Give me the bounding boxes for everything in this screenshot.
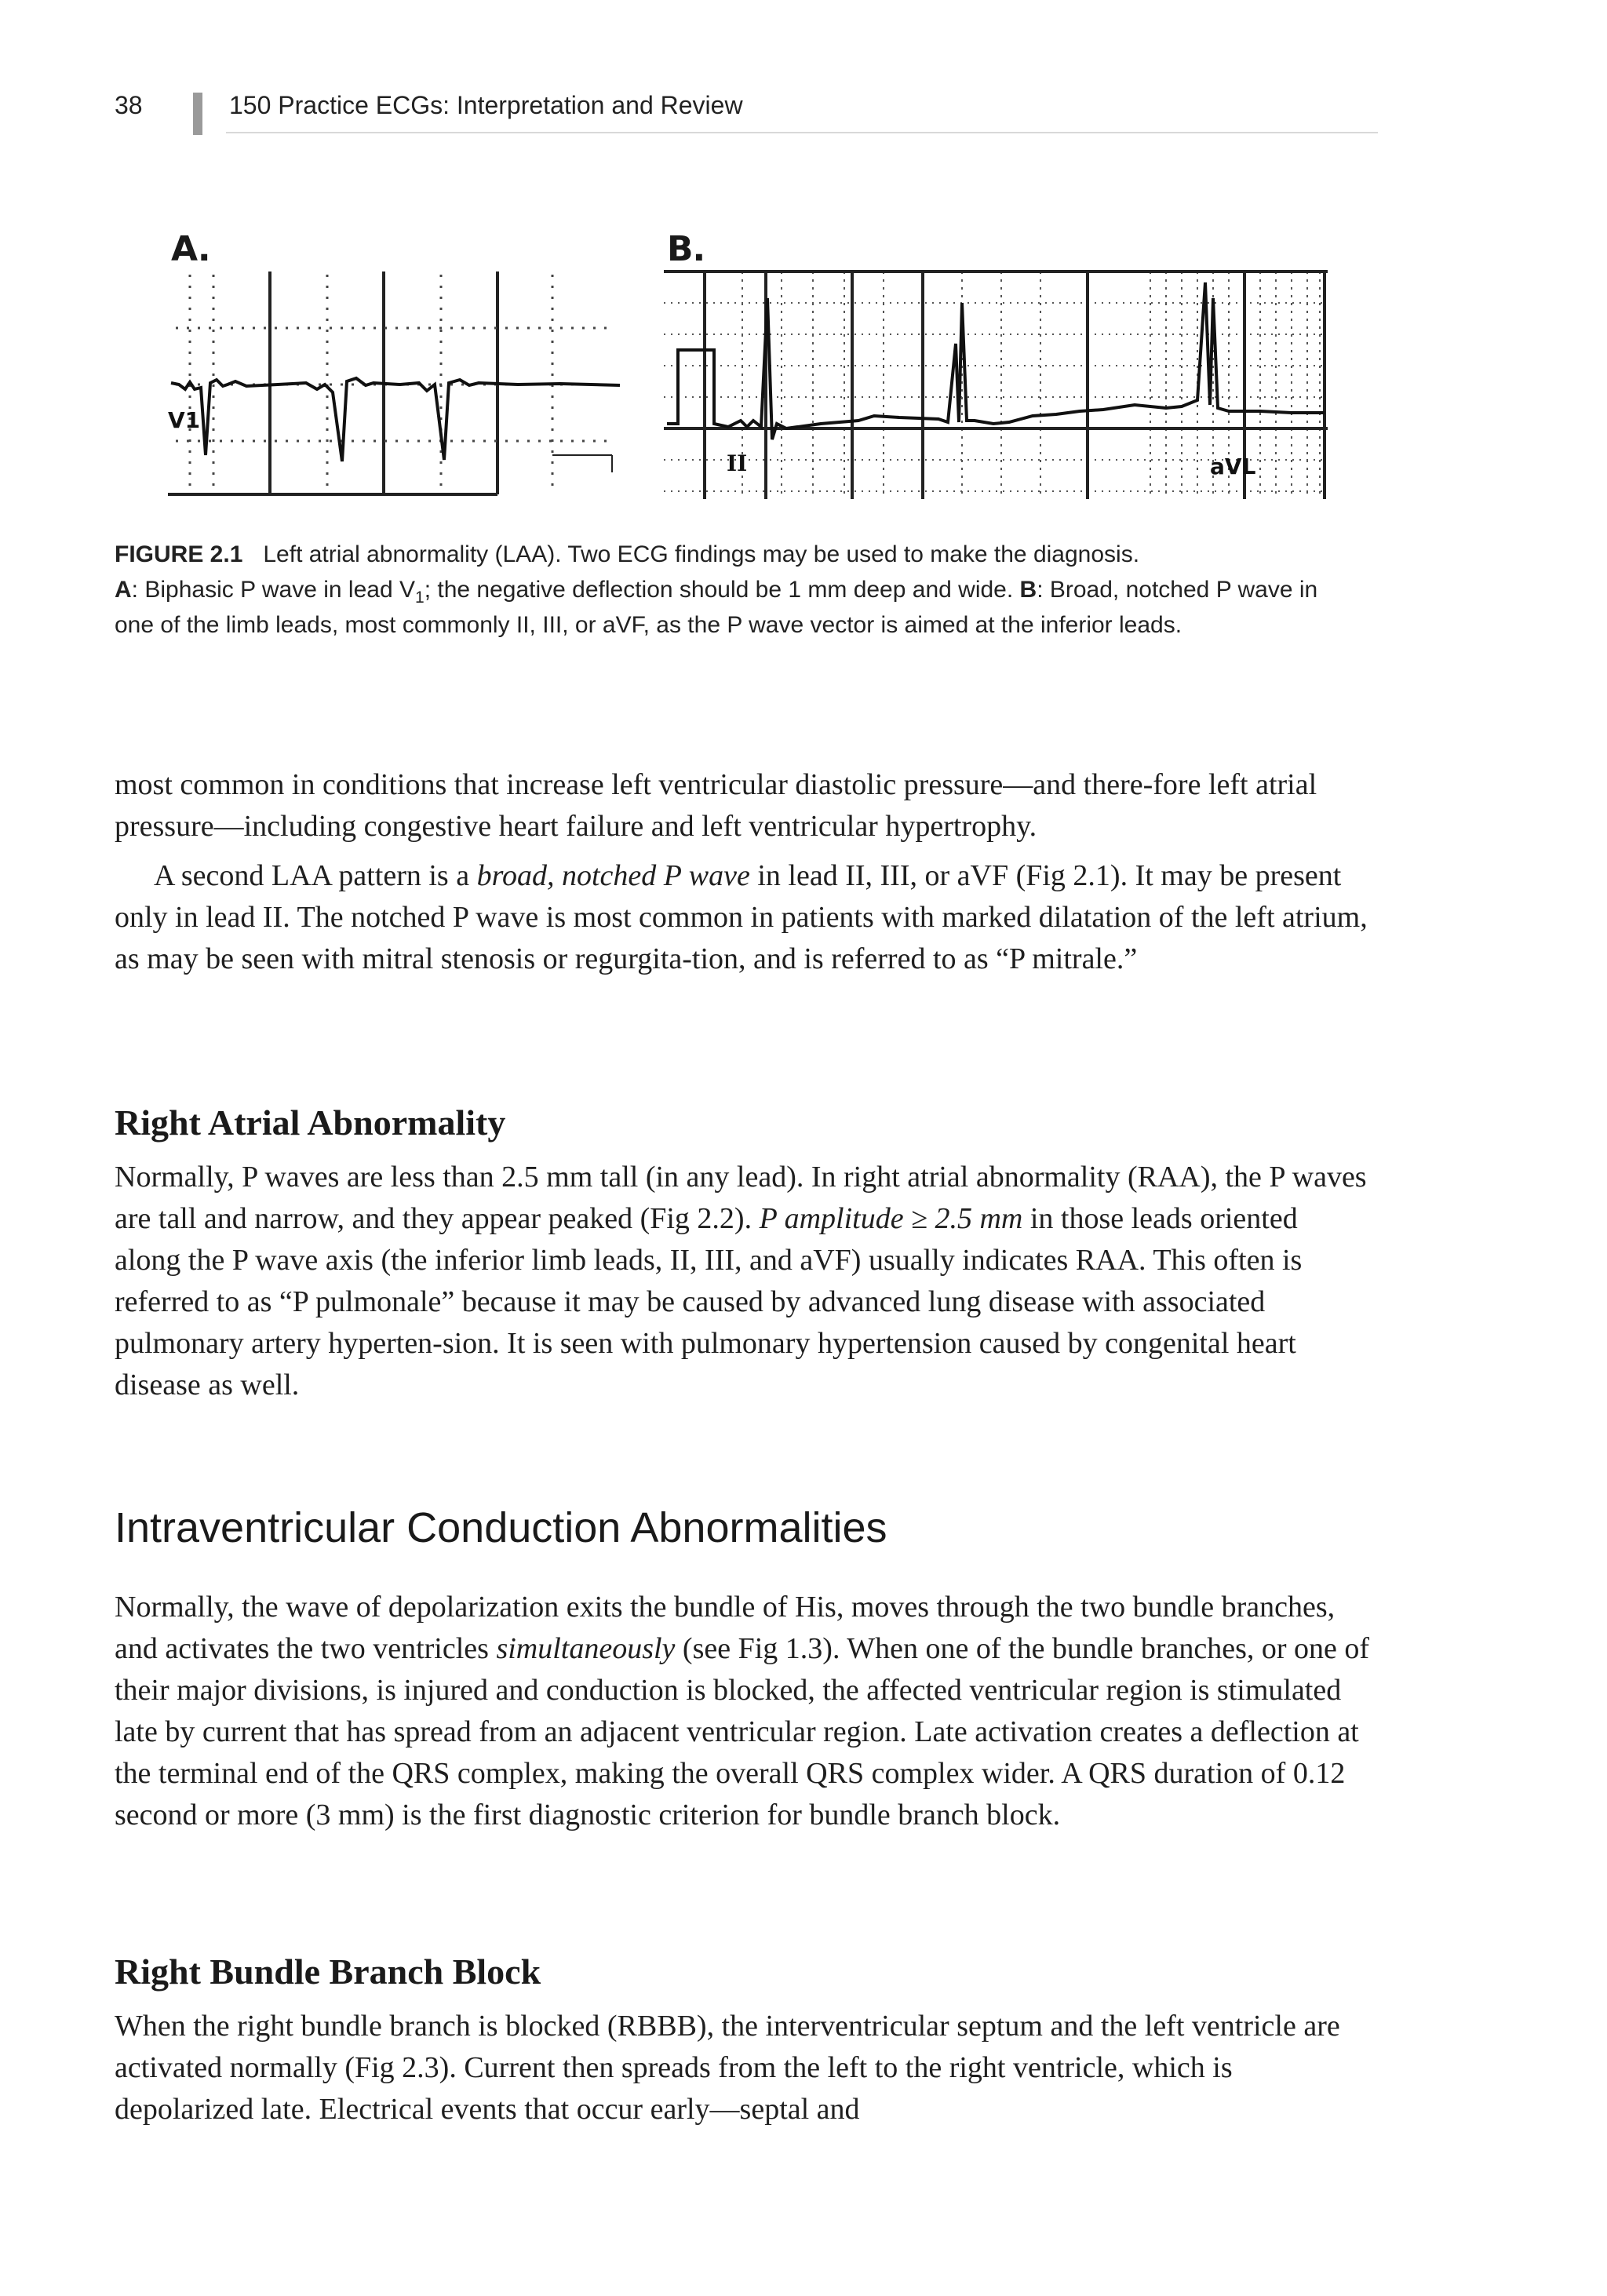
figure-caption-line1: Left atrial abnormality (LAA). Two ECG findings may be used to make the diagnosis. <box>263 541 1140 567</box>
lead-label-v1: V1 <box>168 407 201 433</box>
figure-caption-label: FIGURE 2.1 <box>115 541 243 567</box>
figure-caption-a: A <box>115 577 132 603</box>
body-block-1 <box>115 764 1370 980</box>
paragraph-4-text: Normally, the wave of depolarization exits the bundle of His, moves through the two bundle branches, and activates the two ventricles <box>115 1591 1336 1665</box>
paragraph-4 <box>115 1587 1370 1836</box>
figure-caption-text-a: : Biphasic P wave in lead V <box>131 577 415 603</box>
paragraph-2-emphasis: broad, notched P wave <box>476 859 750 892</box>
header-rule <box>226 132 1378 133</box>
heading-right-bundle-branch-block: Right Bundle Branch Block <box>115 1952 541 1992</box>
paragraph-2 <box>115 855 1370 980</box>
panel-a-label: A. <box>171 229 210 269</box>
paragraph-3 <box>115 1157 1370 1406</box>
running-title: 150 Practice ECGs: Interpretation and Review <box>229 91 743 119</box>
lead-label-ii: II <box>727 450 748 476</box>
paragraph-2-text: A second LAA pattern is a <box>154 859 477 892</box>
page-number: 38 <box>115 91 143 119</box>
paragraph-2-text-end: in lead II, III, or aVF (Fig 2.1). It may be present only in lead II. The notched P wave is most common in patients with marked dilatation of the left atrium, as may be seen with mitral stenosis or regurgita-tion, and is referred to as “P mitrale.” <box>115 859 1368 975</box>
header-bar <box>193 93 202 135</box>
body-block-3 <box>115 1587 1370 1836</box>
heading-right-atrial-abnormality: Right Atrial Abnormality <box>115 1102 506 1143</box>
page-header <box>115 88 1378 135</box>
ecg-trace-v1 <box>168 267 623 502</box>
body-block-2 <box>115 1157 1370 1406</box>
body-block-4 <box>115 2006 1370 2130</box>
panel-b-label: B. <box>667 229 705 269</box>
paragraph-3-text: Normally, P waves are less than 2.5 mm tall (in any lead). In right atrial abnormality (RAA), the P waves are tall and narrow, and they appear peaked (Fig 2.2). <box>115 1161 1367 1235</box>
figure-caption-text-b: : Broad, notched P wave in one of the limb leads, most commonly II, III, or aVF, as the P wave vector is aimed at the inferior leads. <box>115 577 1318 638</box>
ecg-trace-ii-avl <box>664 267 1328 502</box>
paragraph-4-text-end: (see Fig 1.3). When one of the bundle branches, or one of their major divisions, is injured and conduction is blocked, the affected ventricular region is stimulated late by current that has spread from an adjacent ventricular region. Late activation creates a deflection at the terminal end of the QRS complex, making the overall QRS complex wider. A QRS duration of 0.12 second or more (3 mm) is the first diagnostic criterion for bundle branch block. <box>115 1632 1370 1831</box>
paragraph-4-emphasis: simultaneously <box>496 1632 676 1665</box>
paragraph-1: most common in conditions that increase left ventricular diastolic pressure—and there-fore left atrial pressure—including congestive heart failure and left ventricular hypertrophy. <box>115 768 1317 843</box>
paragraph-5: When the right bundle branch is blocked (RBBB), the interventricular septum and the left ventricle are activated normally (Fig 2.3). Current then spreads from the left to the right ventricle, which is depolarized late. Electrical events that occur early—septal and <box>115 2010 1340 2126</box>
figure-caption <box>115 537 1359 643</box>
paragraph-3-text-end: in those leads oriented along the P wave axis (the inferior limb leads, II, III, and aVF) usually indicates RAA. This often is referred to as “P pulmonale” because it may be caused by advanced lung disease with associated pulmonary artery hyperten-sion. It is seen with pulmonary hypertension caused by congenital heart disease as well. <box>115 1202 1303 1401</box>
figure-panel-b <box>664 229 1328 504</box>
figure-panel-a <box>168 229 623 504</box>
figure-caption-b: B <box>1019 577 1037 603</box>
heading-intraventricular-conduction: Intraventricular Conduction Abnormalities <box>115 1504 887 1551</box>
figure-caption-sub: 1 <box>415 589 425 607</box>
figure-caption-text-a2: ; the negative deflection should be 1 mm deep and wide. <box>424 577 1020 603</box>
paragraph-3-emphasis: P amplitude ≥ 2.5 mm <box>759 1202 1023 1235</box>
lead-label-avl: aVL <box>1210 454 1256 479</box>
